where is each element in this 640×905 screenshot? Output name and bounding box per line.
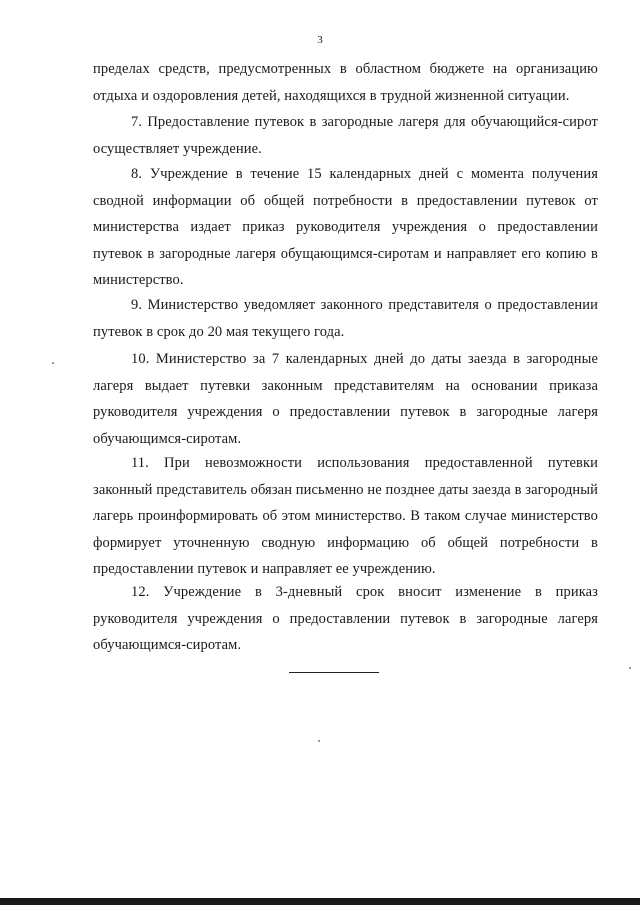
paragraph-item-9	[93, 292, 598, 345]
paragraph-text: 9. Министерство уведомляет законного представителя о предоставлении путевок в срок до 20 мая текущего года.	[93, 297, 598, 340]
paragraph-item-11	[93, 450, 598, 583]
paragraph-item-8	[93, 161, 598, 294]
scan-speck	[52, 362, 54, 364]
paragraph-text: 11. При невозможности использования предоставленной путевки законный представитель обязан письменно не позднее даты заезда в загородный лагерь проинформировать об этом министерство. В таком случае министерство формирует уточненную сводную информацию об общей потребности в предоставлении путевок и направляет ее учреждению.	[93, 455, 598, 577]
scan-speck	[318, 740, 320, 742]
paragraph-text: 10. Министерство за 7 календарных дней до даты заезда в загородные лагеря выдает путевки законным представителям на основании приказа руководителя учреждения о предоставлении путевок в загородные лагеря обучающимся-сиротам.	[93, 351, 598, 447]
paragraph-item-10	[93, 346, 598, 452]
paragraph-continuation	[93, 56, 598, 109]
scan-speck	[629, 667, 631, 669]
paragraph-item-12	[93, 579, 598, 659]
paragraph-item-7	[93, 109, 598, 162]
paragraph-text: 8. Учреждение в течение 15 календарных дней с момента получения сводной информации об общей потребности в предоставлении путевок от министерства издает приказ руководителя учреждения о предоставлении путевок в загородные лагеря обущающимся-сиротам и направляет его копию в министерство.	[93, 166, 598, 288]
paragraph-text: пределах средств, предусмотренных в областном бюджете на организацию отдыха и оздоровления детей, находящихся в трудной жизненной ситуации.	[93, 61, 598, 104]
scan-bottom-edge	[0, 898, 640, 905]
page-number: 3	[317, 34, 323, 46]
paragraph-text: 7. Предоставление путевок в загородные лагеря для обучающийся-сирот осуществляет учреждение.	[93, 114, 598, 157]
paragraph-text: 12. Учреждение в 3-дневный срок вносит изменение в приказ руководителя учреждения о предоставлении путевок в загородные лагеря обучающимся-сиротам.	[93, 584, 598, 653]
end-of-document-rule	[289, 672, 379, 673]
